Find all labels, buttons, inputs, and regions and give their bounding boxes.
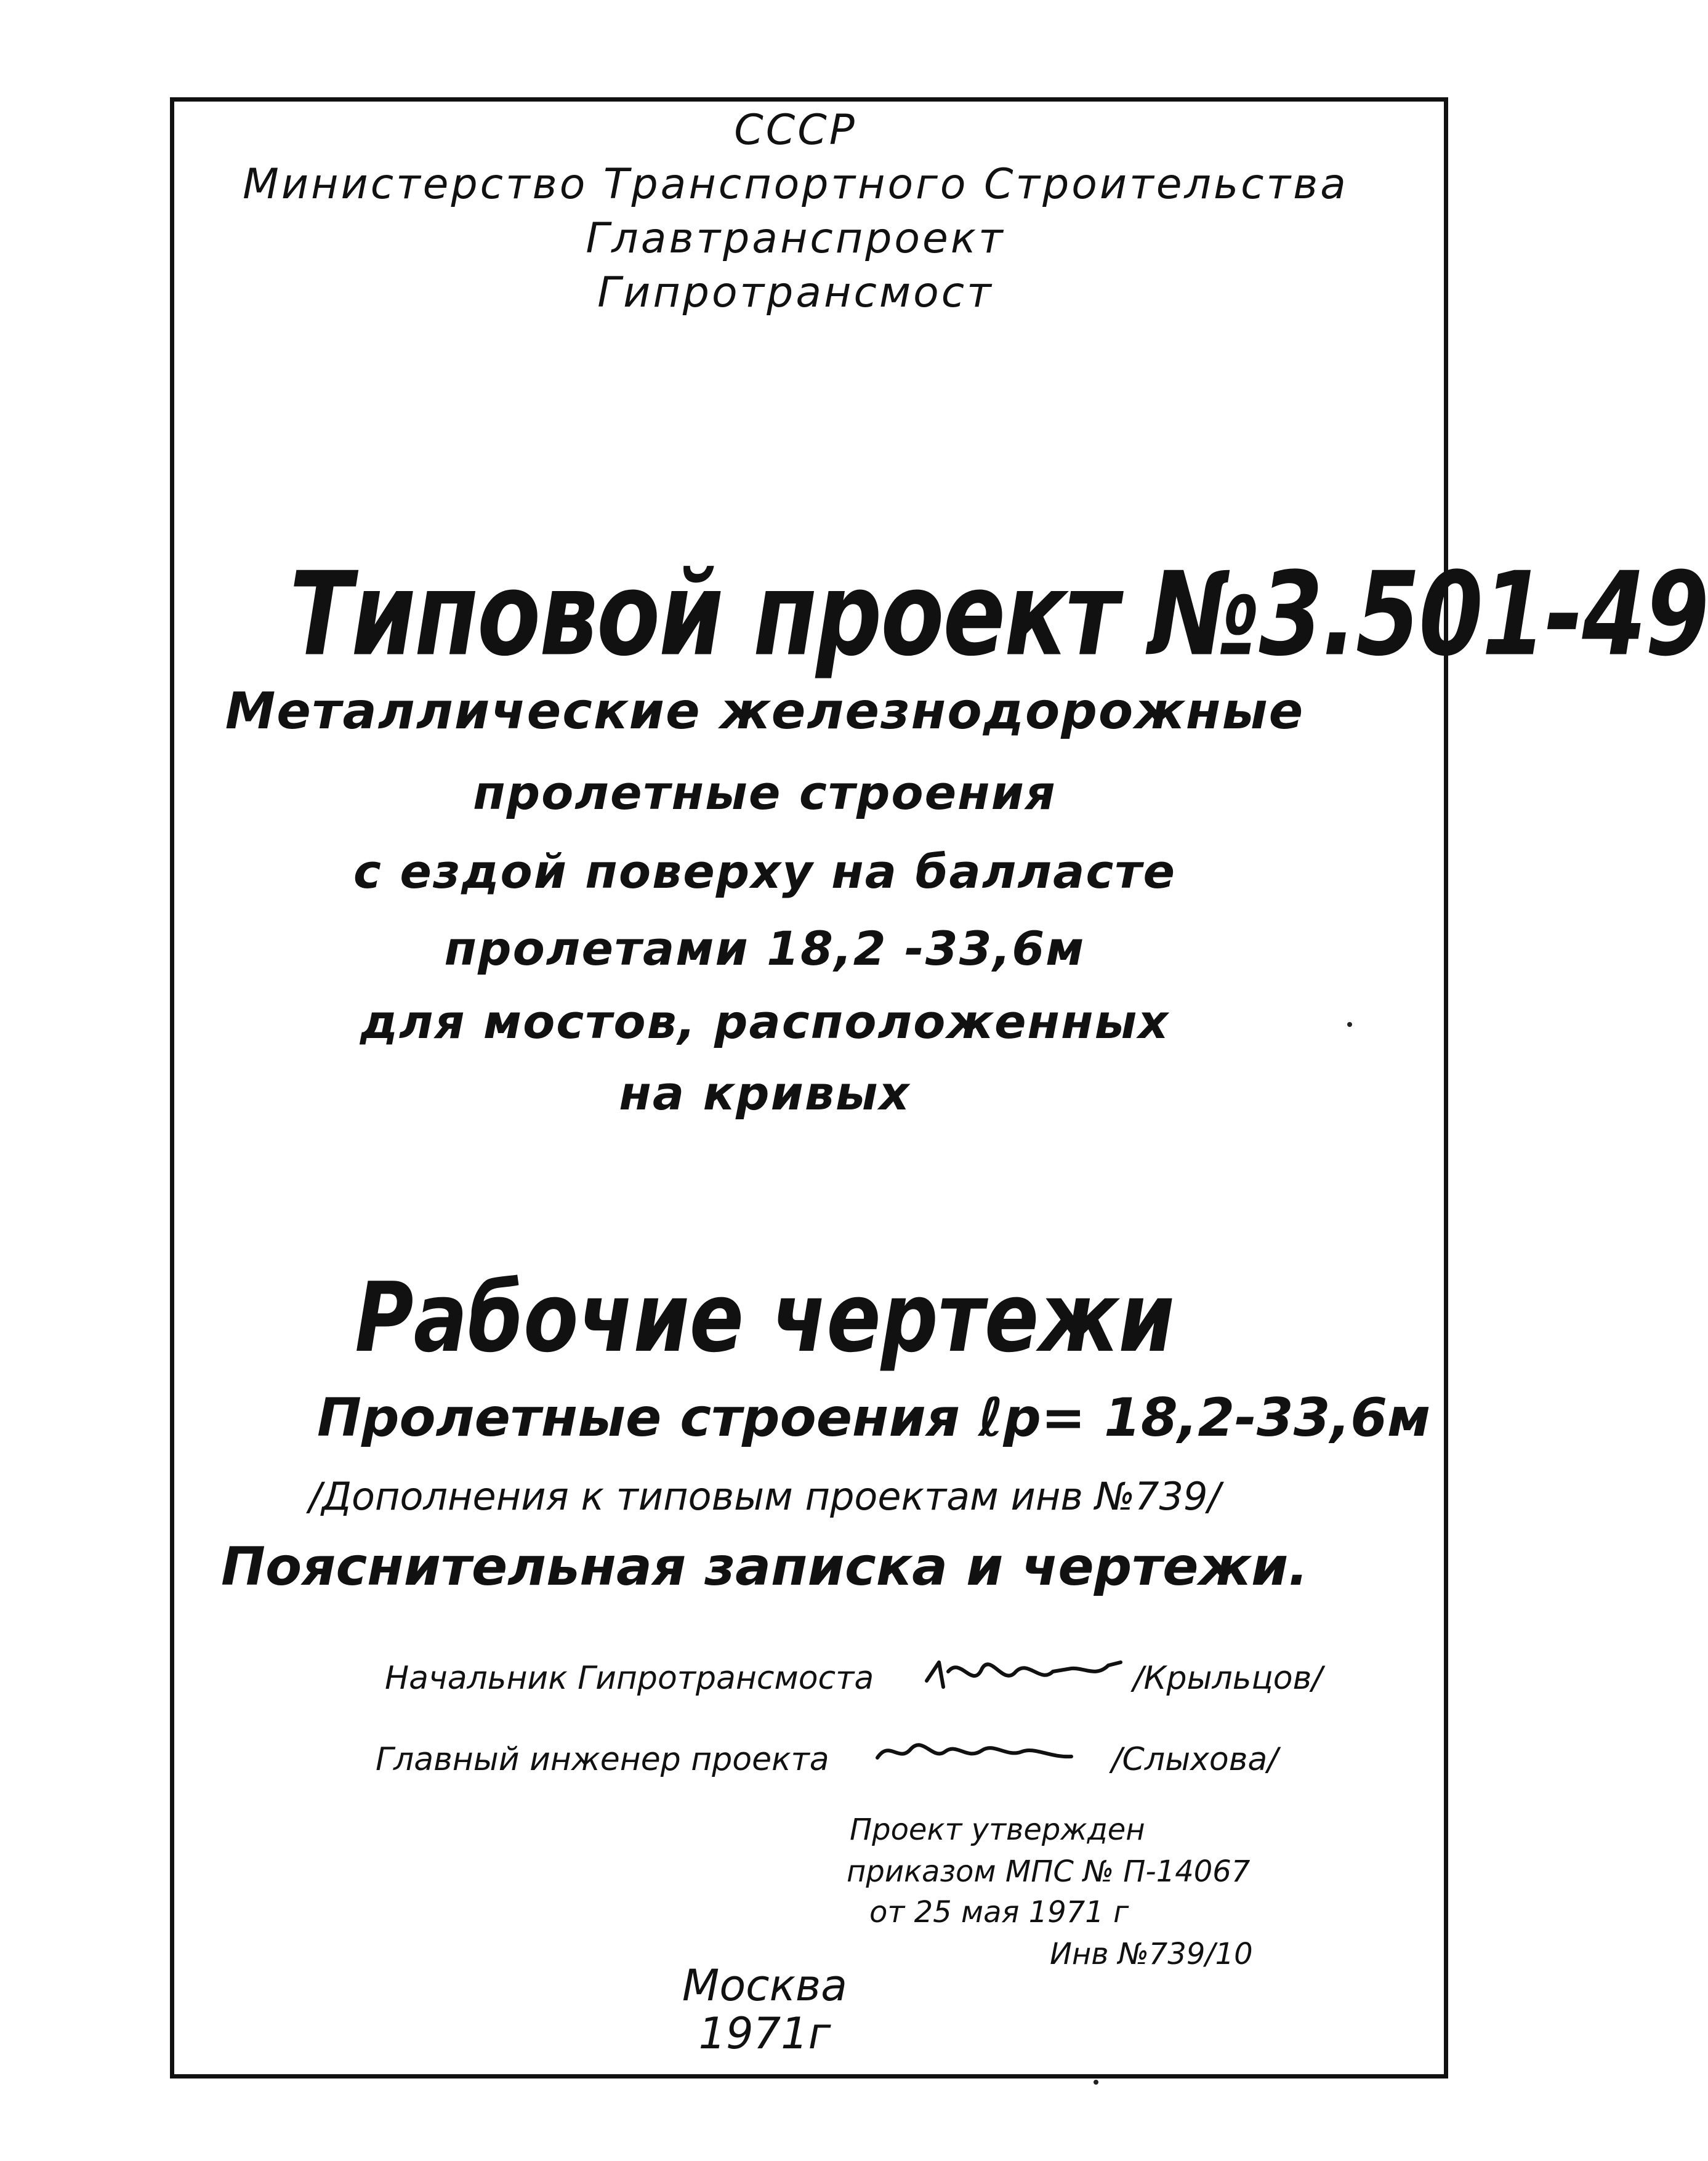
section-description: Пояснительная записка и чертежи. — [221, 1536, 1308, 1598]
title-line-5: для мостов, расположенных — [360, 994, 1170, 1049]
title-line-6: на кривых — [619, 1066, 911, 1121]
title-line-4: пролетами 18,2 -33,6м — [444, 921, 1086, 976]
title-line-1: Металлические железнодорожные — [225, 682, 1305, 741]
approval-line-1: Проект утвержден — [850, 1813, 1145, 1847]
section-addition: /Дополнения к типовым проектам инв №739/ — [308, 1474, 1221, 1519]
project-number-title: Типовой проект №3.501-49 — [289, 548, 1708, 682]
section-heading: Рабочие чертежи — [355, 1261, 1175, 1374]
engineer-label: Главный инженер проекта — [376, 1741, 829, 1778]
chief-signature — [924, 1644, 1127, 1699]
approval-line-3: от 25 мая 1971 г — [869, 1895, 1129, 1930]
chief-label: Начальник Гипротрансмоста — [385, 1660, 874, 1697]
section-subheading: Пролетные строения ℓр= 18,2-33,6м — [317, 1387, 1431, 1449]
engineer-signature — [874, 1727, 1078, 1776]
inventory-number: Инв №739/10 — [1050, 1937, 1253, 1971]
chief-name: /Крыльцов/ — [1133, 1660, 1323, 1697]
title-line-2: пролетные строения — [473, 765, 1057, 820]
institute-label: Гипротрансмост — [597, 268, 994, 317]
engineer-name: /Слыхова/ — [1111, 1741, 1278, 1778]
country-label: СССР — [734, 106, 857, 155]
year-label: 1971г — [698, 2008, 831, 2059]
main-dept-label: Главтранспроект — [586, 214, 1005, 263]
title-line-3: с ездой поверху на балласте — [353, 844, 1177, 899]
scan-speck — [1347, 1022, 1352, 1027]
approval-line-2: приказом МПС № П-14067 — [847, 1854, 1251, 1889]
city-label: Москва — [682, 1960, 848, 2011]
ministry-label: Министерство Транспортного Строительства — [243, 160, 1348, 209]
scan-speck — [1094, 2080, 1098, 2085]
